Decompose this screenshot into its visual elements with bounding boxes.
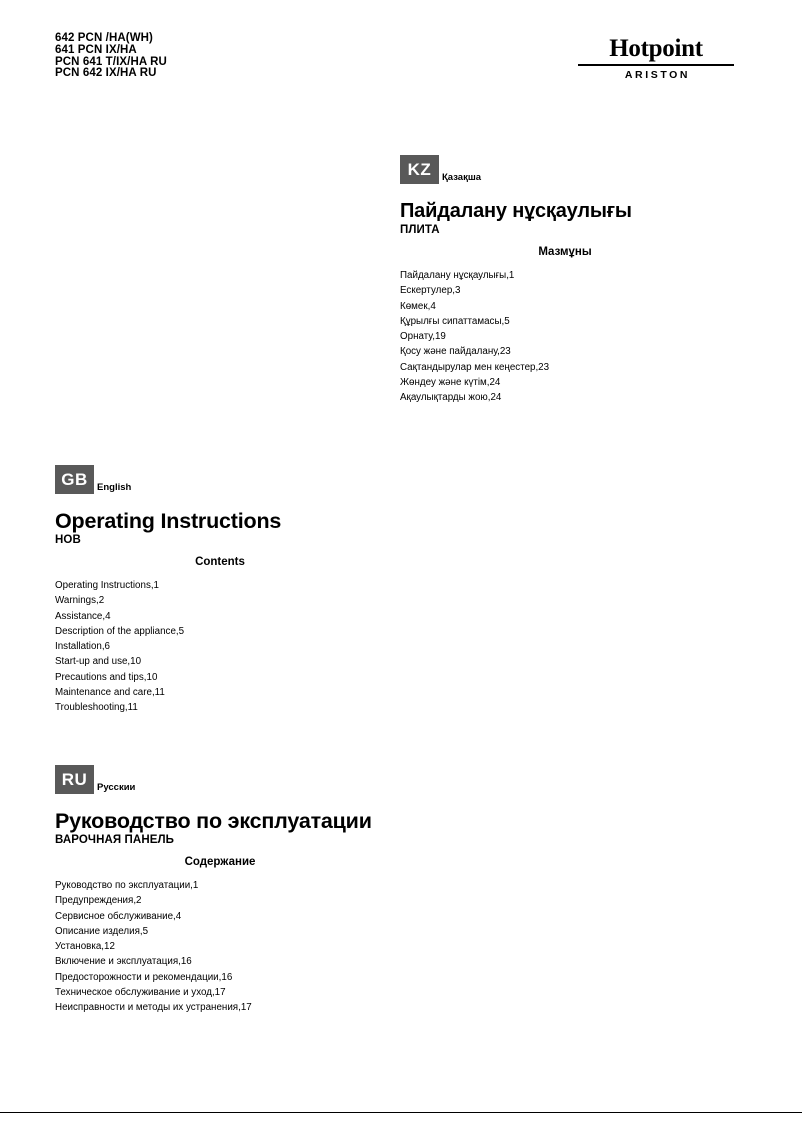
language-section-ru (55, 765, 755, 1016)
toc-item[interactable]: Орнату,19 (400, 331, 446, 343)
brand-subname: ARISTON (624, 69, 691, 81)
language-section-gb (55, 465, 755, 716)
model-number-list (55, 33, 167, 80)
table-of-contents-ru (55, 878, 755, 1016)
toc-item[interactable]: Неисправности и методы их устранения,17 (55, 1002, 252, 1014)
language-flag-row-kz (400, 155, 760, 184)
toc-item[interactable]: Warnings,2 (55, 595, 105, 607)
toc-item[interactable]: Установка,12 (55, 941, 115, 953)
model-number: PCN 641 T/IX/HA RU (55, 55, 167, 68)
toc-item[interactable]: Көмек,4 (400, 300, 436, 312)
toc-item[interactable]: Предосторожности и рекомендации,16 (55, 971, 233, 983)
toc-item[interactable]: Жөндеу және күтім,24 (400, 377, 501, 389)
toc-item[interactable]: Описание изделия,5 (55, 925, 149, 937)
toc-item[interactable]: Құрылғы сипаттамасы,5 (400, 315, 510, 327)
language-name-kz: Қазақша (442, 172, 482, 183)
contents-heading-kz: Мазмұны (538, 246, 592, 258)
toc-item[interactable]: Руководство по эксплуатации,1 (55, 880, 199, 891)
toc-item[interactable]: Operating Instructions,1 (55, 580, 160, 591)
toc-item[interactable]: Предупреждения,2 (55, 895, 142, 907)
section-title-kz: Пайдалану нұсқаулығы (400, 200, 632, 222)
table-of-contents-gb (55, 578, 755, 716)
model-number: 642 PCN /HA(WH) (55, 32, 153, 44)
flag-badge-gb: GB (55, 465, 94, 494)
language-flag-row-gb (55, 465, 755, 494)
toc-item[interactable]: Start-up and use,10 (55, 656, 142, 668)
flag-badge-kz: KZ (400, 155, 439, 184)
flag-badge-ru: RU (55, 765, 94, 794)
section-subtitle-gb: HOB (55, 534, 81, 546)
model-number: PCN 642 IX/HA RU (55, 67, 157, 80)
language-flag-row-ru (55, 765, 755, 794)
section-title-gb: Operating Instructions (55, 509, 282, 533)
toc-item[interactable]: Қосу және пайдалану,23 (400, 346, 511, 358)
toc-item[interactable]: Ескертулер,3 (400, 285, 461, 297)
model-number: 641 PCN IX/HA (55, 43, 137, 56)
toc-item[interactable]: Техническое обслуживание и уход,17 (55, 987, 226, 999)
toc-item[interactable]: Installation,6 (55, 641, 111, 653)
toc-item[interactable]: Description of the appliance,5 (55, 625, 185, 637)
toc-item[interactable]: Assistance,4 (55, 610, 111, 622)
toc-item[interactable]: Precautions and tips,10 (55, 671, 158, 683)
toc-item[interactable]: Пайдалану нұсқаулығы,1 (400, 270, 515, 281)
section-title-ru: Руководство по эксплуатации (55, 809, 372, 833)
brand-divider (578, 64, 734, 66)
contents-heading-gb: Contents (195, 556, 245, 568)
section-subtitle-ru: ВАРОЧНАЯ ПАНЕЛЬ (55, 834, 175, 846)
toc-item[interactable]: Troubleshooting,11 (55, 702, 138, 714)
section-subtitle-kz: ПЛИТА (400, 224, 440, 236)
toc-item[interactable]: Включение и эксплуатация,16 (55, 956, 192, 968)
toc-item[interactable]: Maintenance and care,11 (55, 687, 165, 699)
toc-item[interactable]: Ақаулықтарды жою,24 (400, 392, 502, 404)
language-name-gb: English (97, 482, 132, 493)
contents-heading-ru: Содержание (184, 856, 256, 868)
page-footer-divider (0, 1112, 802, 1113)
brand-logo (578, 36, 734, 81)
toc-item[interactable]: Сервисное обслуживание,4 (55, 910, 182, 922)
toc-item[interactable]: Сақтандырулар мен кеңестер,23 (400, 361, 550, 373)
brand-name: Hotpoint (609, 35, 703, 62)
language-section-kz (400, 155, 760, 406)
language-name-ru: Русскии (97, 782, 136, 793)
table-of-contents-kz (400, 268, 760, 406)
